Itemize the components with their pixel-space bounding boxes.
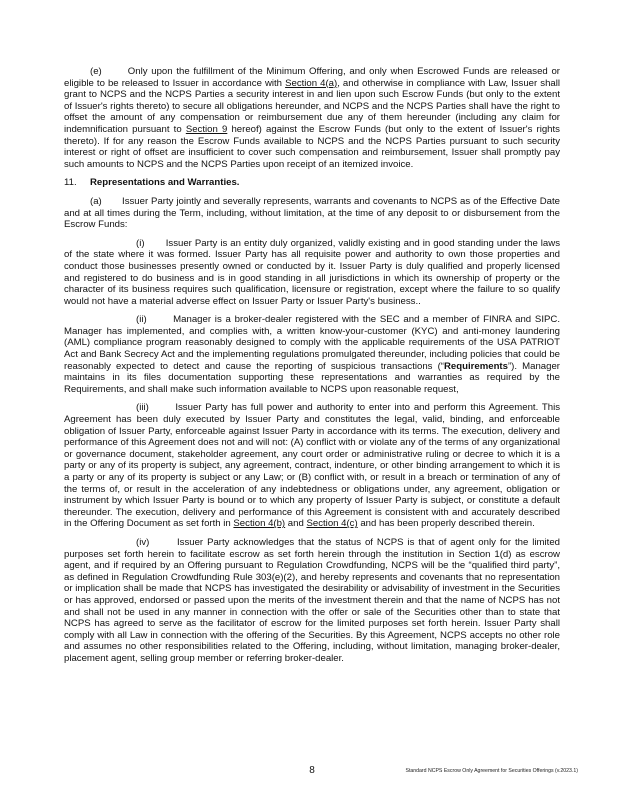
paragraph-iii-text-1: (iii) Issuer Party has full power and authority to enter into and perform this Agreement. This Agreement has been duly executed by Issuer Party and constitutes the legal, valid, binding, and enforceable obligation of Issuer Party, enforceable against Issuer Party in accordance with its terms. The execution, delivery and performance of this Agreement does not and will not: (A) conflict with or violate any of the terms of any organizational or governance document, stakeholder agreement, any court order or administrative ruling or decree to which it is a party or any of its property is subject, any agreement, contract, indenture, or other binding arrangement to which it is a party or any of its property is subject or any Law; or (B) conflict with, or result in a breach or termination of any of the terms of, or result in the acceleration of any indebtedness or obligations under, any agreement, obligation or instrument by which Issuer Party is bound or to which any property of Issuer Party is subject, or constitute a default thereunder. The execution, delivery and performance of this Agreement is consistent with and accurately described in the Offering Document as set forth in <box>64 402 560 530</box>
section-4b-link: Section 4(b) <box>233 518 286 530</box>
section-11-heading <box>64 177 560 189</box>
paragraph-a: (a) Issuer Party jointly and severally represents, warrants and covenants to NCPS as of the Effective Date and at all times during the Term, including, without limitation, at the time of any deposit to or disbursement from the Escrow Funds: <box>64 195 560 231</box>
section-4a-link: Section 4(a) <box>285 77 338 89</box>
paragraph-e <box>64 66 560 170</box>
section-11-title: Representations and Warranties. <box>90 177 240 189</box>
paragraph-e-text-3: hereof) against the Escrow Funds (but only to the extent of Issuer's rights thereto). If for any reason the Escrow Funds available to NCPS and the NCPS Parties pursuant to such security interest or right of offset are insufficient to cover such compensation and reimbursement, Issuer shall promptly pay such amounts to NCPS and the NCPS Parties upon receipt of an itemized invoice. <box>64 123 560 170</box>
paragraph-ii <box>64 314 560 395</box>
page-content <box>64 66 560 672</box>
paragraph-ii-text-1: (ii) Manager is a broker-dealer registered with the SEC and a member of FINRA and SIPC. Manager has implemented, and complies with, a written know-your-customer (KYC) and anti-money laundering (AML) compliance program reasonably designed to comply with the applicable requirements of the USA PATRIOT Act and Bank Secrecy Act and the implementing regulations promulgated thereunder, including policies that could be reasonably expected to detect and cause the reporting of suspicious transactions (“ <box>64 314 560 372</box>
section-9-link: Section 9 <box>185 123 228 135</box>
requirements-term: Requirements <box>443 360 508 372</box>
footer-document-title: Standard NCPS Escrow Only Agreement for Securities Offerings (v.2023.1) <box>405 768 578 774</box>
page-number: 8 <box>309 765 315 776</box>
paragraph-e-text-1: (e) Only upon the fulfillment of the Minimum Offering, and only when Escrowed Funds are released or eligible to be released to Issuer in accordance with <box>64 66 560 89</box>
paragraph-iii-text-3: and has been properly described therein. <box>357 518 535 530</box>
section-11-number: 11. <box>64 177 77 189</box>
paragraph-e-text-2: , and otherwise in compliance with Law, Issuer shall grant to NCPS and the NCPS Parties a security interest in and lien upon such Escrow Funds (but only to the extent of Issuer's rights thereto) to secure all obligations hereunder, and NCPS and the NCPS Parties shall have the right to offset the amount of any compensation or reimbursement due any of them hereunder (including any claim for indemnification pursuant to <box>64 77 561 135</box>
paragraph-iv: (iv) Issuer Party acknowledges that the status of NCPS is that of agent only for the limited purposes set forth herein to facilitate escrow as set forth herein through the institution in Section 1(d) as escrow agent, and if required by an Offering pursuant to Regulation Crowdfunding, NCPS will be the “qualified third party”, as defined in Regulation Crowdfunding Rule 303(e)(2), and hereby represents and covenants that no representation or implication shall be made that NCPS has investigated the desirability or advisability of investment in the Securities or has approved, endorsed or passed upon the merits of the investment therein and that the name of NCPS has not and shall not be used in any manner in connection with the offer or sale of the Securities other than to state that NCPS has agreed to serve as the facilitator of escrow for the limited purposes set forth herein. Issuer Party shall comply with all Law in connection with the offering of the Securities. By this Agreement, NCPS accepts no other role and assumes no other responsibilities related to the Offering, including, without limitation, managing broker-dealer, placement agent, selling group member or referring broker-dealer. <box>64 536 560 664</box>
paragraph-iii <box>64 402 560 530</box>
section-4c-link: Section 4(c) <box>306 518 358 530</box>
paragraph-ii-text-2: ”). Manager maintains in its files documentation supporting these representations and warranties as required by the Requirements, and shall make such information available to NCPS upon reasonable request, <box>64 360 561 395</box>
paragraph-iii-text-2: and <box>285 518 307 530</box>
paragraph-i: (i) Issuer Party is an entity duly organized, validly existing and in good standing under the laws of the state where it was formed. Issuer Party has all requisite power and authority to own those properties and conduct those businesses presently owned or conducted by it. Issuer Party is duly qualified and properly licensed and registered to do business and is in good standing in all jurisdictions in which its ownership of property or the character of its business requires such qualification, licensure or registration, except where the failure to so qualify would not have a material adverse effect on Issuer Party or Issuer Party's business.. <box>64 237 560 307</box>
